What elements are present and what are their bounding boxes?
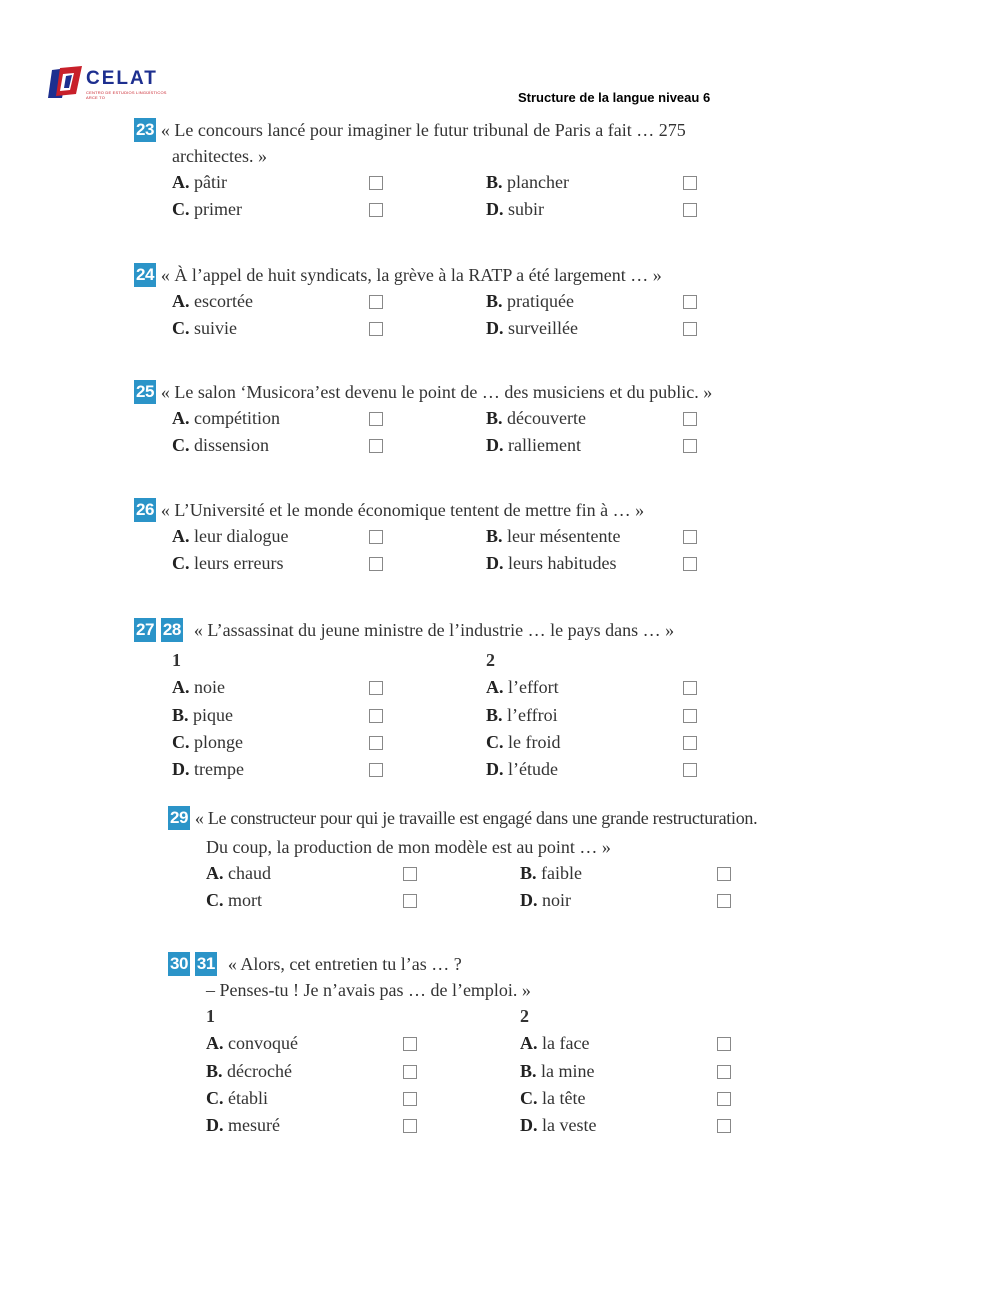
- question-number: 30: [168, 952, 190, 976]
- checkbox-2b[interactable]: [683, 709, 697, 723]
- checkbox-2b[interactable]: [717, 1065, 731, 1079]
- option-1a: A. noie: [172, 677, 225, 698]
- option-1d: D. trempe: [172, 759, 244, 780]
- checkbox-b[interactable]: [717, 867, 731, 881]
- option-d: D. ralliement: [486, 435, 581, 456]
- option-2a: A. l’effort: [486, 677, 559, 698]
- answer-row: [206, 1058, 988, 1085]
- answer-grid: [172, 169, 954, 224]
- checkbox-d[interactable]: [683, 203, 697, 217]
- column-headers: [172, 647, 954, 674]
- answer-grid: [206, 1003, 988, 1139]
- question-prompt: « Le salon ‘Musicora’est devenu le point de … des musiciens et du public. »: [160, 381, 713, 402]
- checkbox-b[interactable]: [683, 412, 697, 426]
- question-prompt-continued: architectes. »: [172, 145, 267, 166]
- answer-row: [172, 523, 954, 550]
- question-26: [134, 497, 954, 578]
- answer-row: [172, 702, 954, 729]
- question-27-28: [134, 617, 954, 783]
- column-header-1: 1: [172, 650, 181, 670]
- option-c: C. primer: [172, 199, 242, 220]
- question-number: 27: [134, 618, 156, 642]
- answer-grid: [172, 288, 954, 343]
- answer-row: [172, 288, 954, 315]
- checkbox-c[interactable]: [403, 894, 417, 908]
- question-30-31: [168, 951, 988, 1139]
- checkbox-a[interactable]: [369, 530, 383, 544]
- checkbox-1d[interactable]: [369, 763, 383, 777]
- answer-row: [206, 1112, 988, 1139]
- option-c: C. dissension: [172, 435, 270, 456]
- option-a: A. leur dialogue: [172, 526, 289, 546]
- answer-row: [172, 756, 954, 783]
- checkbox-1d[interactable]: [403, 1119, 417, 1133]
- checkbox-b[interactable]: [683, 295, 697, 309]
- option-1c: C. plonge: [172, 731, 243, 752]
- checkbox-2d[interactable]: [683, 763, 697, 777]
- option-2c: C. la tête: [520, 1087, 586, 1108]
- option-b: B. faible: [520, 863, 582, 883]
- option-1a: A. convoqué: [206, 1033, 298, 1054]
- checkbox-a[interactable]: [369, 412, 383, 426]
- checkbox-2a[interactable]: [683, 681, 697, 695]
- answer-row: [172, 196, 954, 223]
- checkbox-a[interactable]: [369, 176, 383, 190]
- celat-logo-mark-icon: [48, 66, 84, 100]
- checkbox-c[interactable]: [369, 322, 383, 336]
- option-a: A. compétition: [172, 408, 280, 428]
- question-prompt-continued: – Penses-tu ! Je n’avais pas … de l’emploi. »: [206, 979, 531, 1000]
- answer-row: [206, 887, 988, 914]
- option-2d: D. l’étude: [486, 759, 558, 780]
- answer-row: [172, 550, 954, 577]
- option-1b: B. pique: [172, 704, 234, 725]
- checkbox-d[interactable]: [683, 557, 697, 571]
- option-c: C. leurs erreurs: [172, 553, 284, 574]
- answer-row: [206, 1085, 988, 1112]
- answer-row: [172, 315, 954, 342]
- option-2b: B. la mine: [520, 1060, 595, 1081]
- question-23: [134, 117, 954, 224]
- celat-logo: [48, 66, 168, 102]
- option-1b: B. décroché: [206, 1060, 292, 1081]
- question-prompt: « L’Université et le monde économique tentent de mettre fin à … »: [160, 499, 645, 520]
- question-prompt-continued: Du coup, la production de mon modèle est au point … »: [206, 836, 611, 857]
- option-c: C. suivie: [172, 318, 237, 339]
- checkbox-a[interactable]: [403, 867, 417, 881]
- option-2c: C. le froid: [486, 731, 561, 752]
- option-2a: A. la face: [520, 1033, 590, 1054]
- checkbox-d[interactable]: [717, 894, 731, 908]
- column-header-1: 1: [206, 1006, 215, 1026]
- option-d: D. surveillée: [486, 318, 578, 339]
- column-header-2: 2: [486, 650, 495, 670]
- option-a: A. pâtir: [172, 172, 227, 192]
- column-header-2: 2: [520, 1006, 529, 1026]
- option-1d: D. mesuré: [206, 1115, 280, 1136]
- page-title: Structure de la langue niveau 6: [518, 90, 711, 105]
- checkbox-2c[interactable]: [683, 736, 697, 750]
- question-prompt: « À l’appel de huit syndicats, la grève à la RATP a été largement … »: [160, 264, 662, 285]
- question-prompt: « Alors, cet entretien tu l’as … ?: [227, 953, 462, 974]
- checkbox-c[interactable]: [369, 439, 383, 453]
- checkbox-d[interactable]: [683, 322, 697, 336]
- option-b: B. plancher: [486, 172, 569, 192]
- answer-row: [172, 169, 954, 196]
- option-a: A. escortée: [172, 291, 253, 311]
- checkbox-d[interactable]: [683, 439, 697, 453]
- option-d: D. subir: [486, 199, 544, 220]
- answer-grid: [172, 647, 954, 783]
- option-b: B. pratiquée: [486, 291, 574, 311]
- question-29: [168, 805, 988, 915]
- question-24: [134, 262, 954, 343]
- checkbox-2d[interactable]: [717, 1119, 731, 1133]
- answer-row: [206, 1030, 988, 1057]
- question-25: [134, 379, 954, 460]
- checkbox-1b[interactable]: [369, 709, 383, 723]
- option-b: B. leur mésentente: [486, 526, 621, 546]
- option-2b: B. l’effroi: [486, 704, 558, 725]
- answer-row: [172, 674, 954, 701]
- answer-row: [172, 405, 954, 432]
- question-number: 26: [134, 498, 156, 522]
- checkbox-b[interactable]: [683, 176, 697, 190]
- answer-row: [172, 729, 954, 756]
- question-number: 25: [134, 380, 156, 404]
- question-prompt: « L’assassinat du jeune ministre de l’industrie … le pays dans … »: [193, 619, 675, 640]
- logo-wordmark: CELAT: [86, 68, 158, 89]
- question-number: 23: [134, 118, 156, 142]
- checkbox-1c[interactable]: [403, 1092, 417, 1106]
- question-prompt: « Le constructeur pour qui je travaille est engagé dans une grande restructuration.: [194, 807, 758, 828]
- question-number: 28: [161, 618, 183, 642]
- logo-subtext: CENTRO DE ESTUDIOS LINGÜÍSTICOS ARCE TO: [86, 90, 167, 100]
- answer-grid: [172, 405, 954, 460]
- answer-grid: [172, 523, 954, 578]
- answer-row: [172, 432, 954, 459]
- checkbox-c[interactable]: [369, 557, 383, 571]
- checkbox-1c[interactable]: [369, 736, 383, 750]
- option-d: D. leurs habitudes: [486, 553, 617, 574]
- checkbox-a[interactable]: [369, 295, 383, 309]
- checkbox-2a[interactable]: [717, 1037, 731, 1051]
- checkbox-2c[interactable]: [717, 1092, 731, 1106]
- question-number: 24: [134, 263, 156, 287]
- checkbox-1a[interactable]: [403, 1037, 417, 1051]
- answer-grid: [206, 860, 988, 915]
- checkbox-1a[interactable]: [369, 681, 383, 695]
- question-number: 29: [168, 806, 190, 830]
- option-1c: C. établi: [206, 1087, 268, 1108]
- option-d: D. noir: [520, 890, 571, 911]
- option-b: B. découverte: [486, 408, 586, 428]
- answer-row: [206, 860, 988, 887]
- option-c: C. mort: [206, 890, 262, 911]
- column-headers: [206, 1003, 988, 1030]
- question-prompt: « Le concours lancé pour imaginer le futur tribunal de Paris a fait … 275: [160, 119, 686, 140]
- checkbox-b[interactable]: [683, 530, 697, 544]
- checkbox-1b[interactable]: [403, 1065, 417, 1079]
- checkbox-c[interactable]: [369, 203, 383, 217]
- option-a: A. chaud: [206, 863, 271, 883]
- option-2d: D. la veste: [520, 1115, 597, 1136]
- question-number: 31: [195, 952, 217, 976]
